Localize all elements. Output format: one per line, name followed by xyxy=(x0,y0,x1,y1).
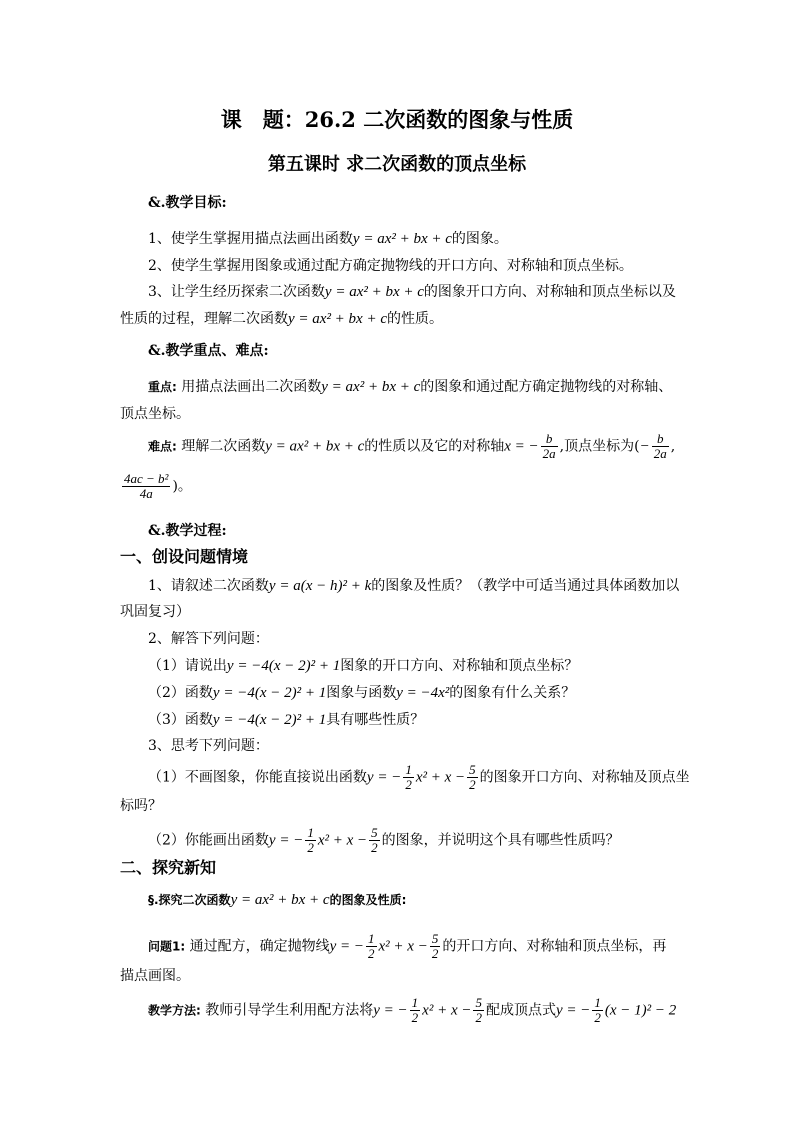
key-point xyxy=(148,377,672,397)
denominator: 4a xyxy=(139,486,153,501)
key-point-text-b: 的图象和通过配方确定抛物线的对称轴、 xyxy=(420,379,673,395)
formula-middle: x² + x − xyxy=(317,832,368,849)
formula-f2: y = −4x² xyxy=(396,685,450,701)
numerator: 5 xyxy=(475,995,482,1010)
question-2-text-a: （2）函数 xyxy=(148,685,213,701)
problem-text-b: 的开口方向、对称轴和顶点坐标，再 xyxy=(442,938,667,955)
denominator: 2 xyxy=(411,1010,419,1025)
question-2-text-c: 的图象有什么关系？ xyxy=(449,685,576,701)
fraction-b-over-2a xyxy=(541,432,558,461)
formula-prefix: y = − xyxy=(268,832,304,849)
formula-vertex-tail: (x − 1)² − 2 xyxy=(604,1002,677,1019)
formula-middle: x² + x − xyxy=(378,938,428,955)
fraction-one-half xyxy=(305,826,316,855)
denominator: 2 xyxy=(594,1010,601,1025)
method-text-b: 配成顶点式 xyxy=(485,1002,556,1019)
fraction-five-halves xyxy=(430,932,441,961)
fraction-five-halves xyxy=(467,763,478,792)
page-subtitle: 第五课时 求二次函数的顶点坐标 xyxy=(267,154,527,175)
formula-vertex-form: y = a(x − h)² + k xyxy=(268,578,372,594)
formula-f1: y = −4(x − 2)² + 1 xyxy=(212,712,327,728)
section-key-points: &.教学重点、难点: xyxy=(148,343,269,359)
difficulty-label: 难点: xyxy=(148,439,177,454)
difficulty-point xyxy=(148,432,675,461)
goal-2: 2、使学生掌握用图象或通过配方确定抛物线的开口方向、对称轴和顶点坐标。 xyxy=(148,258,633,274)
goal-3-text-a: 3、让学生经历探索二次函数 xyxy=(148,284,325,300)
formula-standard: y = ax² + bx + c xyxy=(324,284,424,300)
think-2-text-b: 的图象，并说明这个具有哪些性质吗？ xyxy=(381,832,620,849)
question-3-text-b: 具有哪些性质？ xyxy=(326,712,425,728)
numerator: 1 xyxy=(405,762,412,777)
denominator: 2a xyxy=(653,446,667,461)
goal-1-text-a: 1、使学生掌握用描点法画出函数 xyxy=(148,231,353,247)
fraction-one-half xyxy=(410,996,421,1025)
think-1 xyxy=(148,763,690,792)
fraction-b-over-2a xyxy=(652,432,669,461)
process-item-1 xyxy=(148,576,679,596)
difficulty-text-e: )。 xyxy=(172,478,192,495)
formula-prefix: y = − xyxy=(329,938,365,955)
numerator: 1 xyxy=(307,825,314,840)
fraction-five-halves xyxy=(473,996,484,1025)
numerator: 1 xyxy=(368,931,375,946)
question-2 xyxy=(148,683,575,703)
numerator: 1 xyxy=(594,995,601,1010)
denominator: 2 xyxy=(368,946,375,961)
numerator: b xyxy=(652,432,669,447)
goal-1-text-b: 的图象。 xyxy=(451,231,508,247)
denominator: 2 xyxy=(431,946,439,961)
think-2 xyxy=(148,826,620,855)
key-point-cont: 顶点坐标。 xyxy=(120,406,190,422)
think-1-text-b: 的图象开口方向、对称轴及顶点坐 xyxy=(479,769,690,786)
minus-sign: − xyxy=(639,438,650,455)
fraction-five-halves xyxy=(369,826,380,855)
question-1-text-a: （1）请说出 xyxy=(148,658,227,674)
formula-standard: y = ax² + bx + c xyxy=(230,892,330,908)
section-process: &.教学过程: xyxy=(148,523,227,539)
think-1-cont: 标吗？ xyxy=(120,798,162,814)
fraction-one-half xyxy=(403,763,414,792)
formula-standard: y = ax² + bx + c xyxy=(321,379,421,395)
formula-f1: y = −4(x − 2)² + 1 xyxy=(212,685,327,701)
fraction-one-half xyxy=(366,932,377,961)
process-item-1-text-b: 的图象及性质？（教学中可适当通过具体函数加以 xyxy=(371,578,680,594)
section-goals: &.教学目标: xyxy=(148,195,227,211)
problem-text-a: 通过配方，确定抛物线 xyxy=(185,938,330,955)
question-3-text-a: （3）函数 xyxy=(148,712,213,728)
numerator: 4ac − b² xyxy=(124,471,169,486)
part-2-heading: 二、探究新知 xyxy=(120,858,217,877)
formula-f1: y = −4(x − 2)² + 1 xyxy=(226,658,341,674)
denominator: 2a xyxy=(542,446,556,461)
goal-3-text-d: 的性质。 xyxy=(387,311,443,327)
difficulty-text-a: 理解二次函数 xyxy=(176,438,266,455)
process-item-1-text-a: 1、请叙述二次函数 xyxy=(148,578,269,594)
goal-3-cont xyxy=(120,309,443,329)
goal-3-text-c: 性质的过程，理解二次函数 xyxy=(120,311,288,327)
goal-1 xyxy=(148,229,508,249)
goal-3-text-b: 的图象开口方向、对称轴和顶点坐标以及 xyxy=(423,284,676,300)
denominator: 2 xyxy=(307,840,314,855)
process-item-1-cont: 巩固复习） xyxy=(120,604,190,620)
problem-1 xyxy=(148,932,666,961)
difficulty-text-d: , xyxy=(670,438,676,455)
numerator: 1 xyxy=(411,995,419,1010)
formula-middle: x² + x − xyxy=(422,1002,472,1019)
process-item-3: 3、思考下列问题： xyxy=(148,738,269,754)
axis-formula-prefix: x = − xyxy=(504,438,539,455)
difficulty-text-b: 的性质以及它的对称轴 xyxy=(364,438,505,455)
page-title: 课 题：26.2 二次函数的图象与性质 xyxy=(220,107,574,132)
part-1-heading: 一、创设问题情境 xyxy=(120,547,249,566)
key-point-label: 重点: xyxy=(148,380,177,394)
explore-heading xyxy=(148,890,406,911)
numerator: 5 xyxy=(431,931,439,946)
difficulty-point-cont xyxy=(120,472,192,501)
think-1-text-a: （1）不画图象，你能直接说出函数 xyxy=(148,769,367,786)
explore-text-b: 的图象及性质: xyxy=(329,893,407,907)
key-point-text-a: 用描点法画出二次函数 xyxy=(176,379,322,395)
process-item-2: 2、解答下列问题： xyxy=(148,631,269,647)
formula-prefix: y = − xyxy=(373,1002,408,1019)
numerator: 5 xyxy=(371,825,378,840)
denominator: 2 xyxy=(371,840,378,855)
denominator: 2 xyxy=(469,777,476,792)
formula-standard: y = ax² + bx + c xyxy=(288,311,387,327)
think-2-text-a: （2）你能画出函数 xyxy=(148,832,269,849)
formula-standard: y = ax² + bx + c xyxy=(352,231,452,247)
explore-text-a: §.探究二次函数 xyxy=(148,893,231,907)
method-text-a: 教师引导学生利用配方法将 xyxy=(200,1002,374,1019)
problem-1-cont: 描点画图。 xyxy=(120,968,190,984)
goal-3 xyxy=(148,282,676,302)
numerator: 5 xyxy=(469,762,476,777)
fraction-one-half xyxy=(592,996,603,1025)
question-1-text-b: 图象的开口方向、对称轴和顶点坐标？ xyxy=(340,658,579,674)
denominator: 2 xyxy=(475,1010,482,1025)
difficulty-text-c: ,顶点坐标为( xyxy=(559,438,640,455)
question-3 xyxy=(148,710,424,730)
formula-prefix: y = − xyxy=(555,1002,591,1019)
formula-standard: y = ax² + bx + c xyxy=(265,438,365,455)
teaching-method xyxy=(148,996,676,1025)
numerator: b xyxy=(541,432,558,447)
fraction-vertex-y xyxy=(122,472,170,501)
question-1 xyxy=(148,656,578,676)
method-label: 教学方法: xyxy=(148,1003,201,1018)
question-2-text-b: 图象与函数 xyxy=(326,685,397,701)
formula-prefix: y = − xyxy=(366,769,402,786)
denominator: 2 xyxy=(405,777,412,792)
problem-label: 问题1: xyxy=(148,939,186,954)
formula-middle: x² + x − xyxy=(415,769,466,786)
